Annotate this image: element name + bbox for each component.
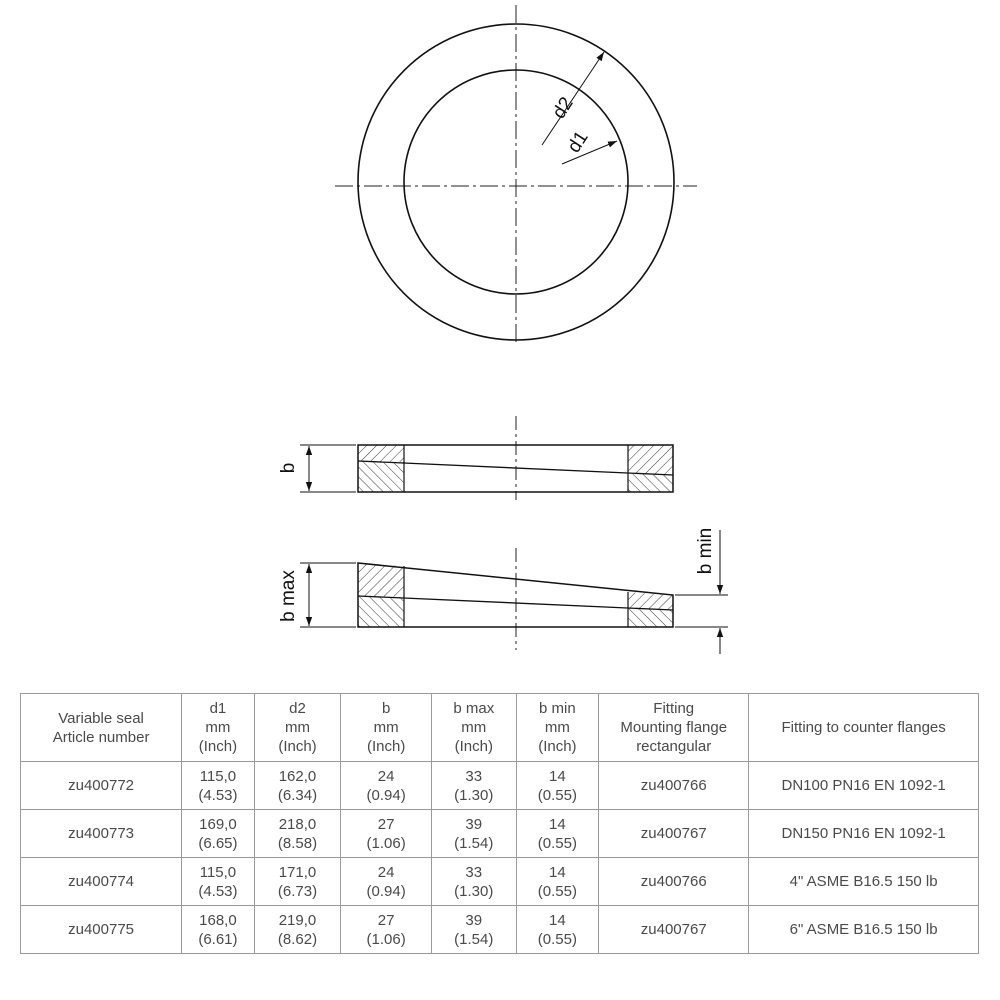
cell-mounting-flange: zu400766 — [599, 762, 749, 810]
cell-b-min: 14 (0.55) — [516, 762, 599, 810]
cell-d2: 171,0 (6.73) — [254, 858, 341, 906]
b-min-label: b min — [695, 527, 716, 575]
cell-mounting-flange: zu400766 — [599, 858, 749, 906]
tilted-view — [278, 528, 728, 654]
cell-b: 24 (0.94) — [341, 762, 432, 810]
header-d1: d1 mm (Inch) — [182, 694, 255, 762]
header-b: b mm (Inch) — [341, 694, 432, 762]
cell-d2: 162,0 (6.34) — [254, 762, 341, 810]
cell-counter-flanges: 4" ASME B16.5 150 lb — [749, 858, 979, 906]
cell-b-max: 33 (1.30) — [431, 858, 516, 906]
cell-mounting-flange: zu400767 — [599, 810, 749, 858]
hatch-right-upper — [628, 445, 673, 475]
cell-d1: 169,0 (6.65) — [182, 810, 255, 858]
top-view — [335, 5, 697, 342]
cell-counter-flanges: 6" ASME B16.5 150 lb — [749, 906, 979, 954]
cell-b-max: 33 (1.30) — [431, 762, 516, 810]
cell-article-number: zu400774 — [21, 858, 182, 906]
b-label: b — [278, 462, 299, 474]
header-article-number: Variable seal Article number — [21, 694, 182, 762]
cell-d2: 219,0 (8.62) — [254, 906, 341, 954]
table-row — [21, 762, 979, 810]
cell-b: 27 (1.06) — [341, 810, 432, 858]
cell-b-max: 39 (1.54) — [431, 906, 516, 954]
cell-mounting-flange: zu400767 — [599, 906, 749, 954]
table-row — [21, 810, 979, 858]
cell-b-min: 14 (0.55) — [516, 810, 599, 858]
cell-article-number: zu400775 — [21, 906, 182, 954]
header-counter-flanges: Fitting to counter flanges — [749, 694, 979, 762]
side-view — [278, 416, 673, 500]
cell-counter-flanges: DN150 PN16 EN 1092-1 — [749, 810, 979, 858]
cell-b: 24 (0.94) — [341, 858, 432, 906]
cell-d1: 115,0 (4.53) — [182, 762, 255, 810]
cell-b-max: 39 (1.54) — [431, 810, 516, 858]
header-d2: d2 mm (Inch) — [254, 694, 341, 762]
seal-specification-table — [20, 693, 979, 954]
cell-d2: 218,0 (8.58) — [254, 810, 341, 858]
header-b-min: b min mm (Inch) — [516, 694, 599, 762]
tilted-hatch-right-lower — [628, 609, 673, 627]
cell-b-min: 14 (0.55) — [516, 906, 599, 954]
tilted-hatch-left-lower — [358, 596, 404, 627]
b-max-label: b max — [278, 570, 299, 622]
hatch-left-lower — [358, 461, 404, 492]
table-row — [21, 906, 979, 954]
cell-b: 27 (1.06) — [341, 906, 432, 954]
hatch-right-lower — [628, 474, 673, 492]
tilted-hatch-left-upper — [358, 563, 404, 597]
table-row — [21, 858, 979, 906]
table-header-row — [21, 694, 979, 762]
cell-article-number: zu400773 — [21, 810, 182, 858]
cell-d1: 168,0 (6.61) — [182, 906, 255, 954]
cell-article-number: zu400772 — [21, 762, 182, 810]
header-b-max: b max mm (Inch) — [431, 694, 516, 762]
d1-label: d1 — [563, 127, 593, 157]
cell-d1: 115,0 (4.53) — [182, 858, 255, 906]
cell-counter-flanges: DN100 PN16 EN 1092-1 — [749, 762, 979, 810]
d2-label: d2 — [548, 93, 578, 123]
hatch-left-upper — [358, 445, 404, 462]
header-mounting-flange: Fitting Mounting flange rectangular — [599, 694, 749, 762]
cell-b-min: 14 (0.55) — [516, 858, 599, 906]
